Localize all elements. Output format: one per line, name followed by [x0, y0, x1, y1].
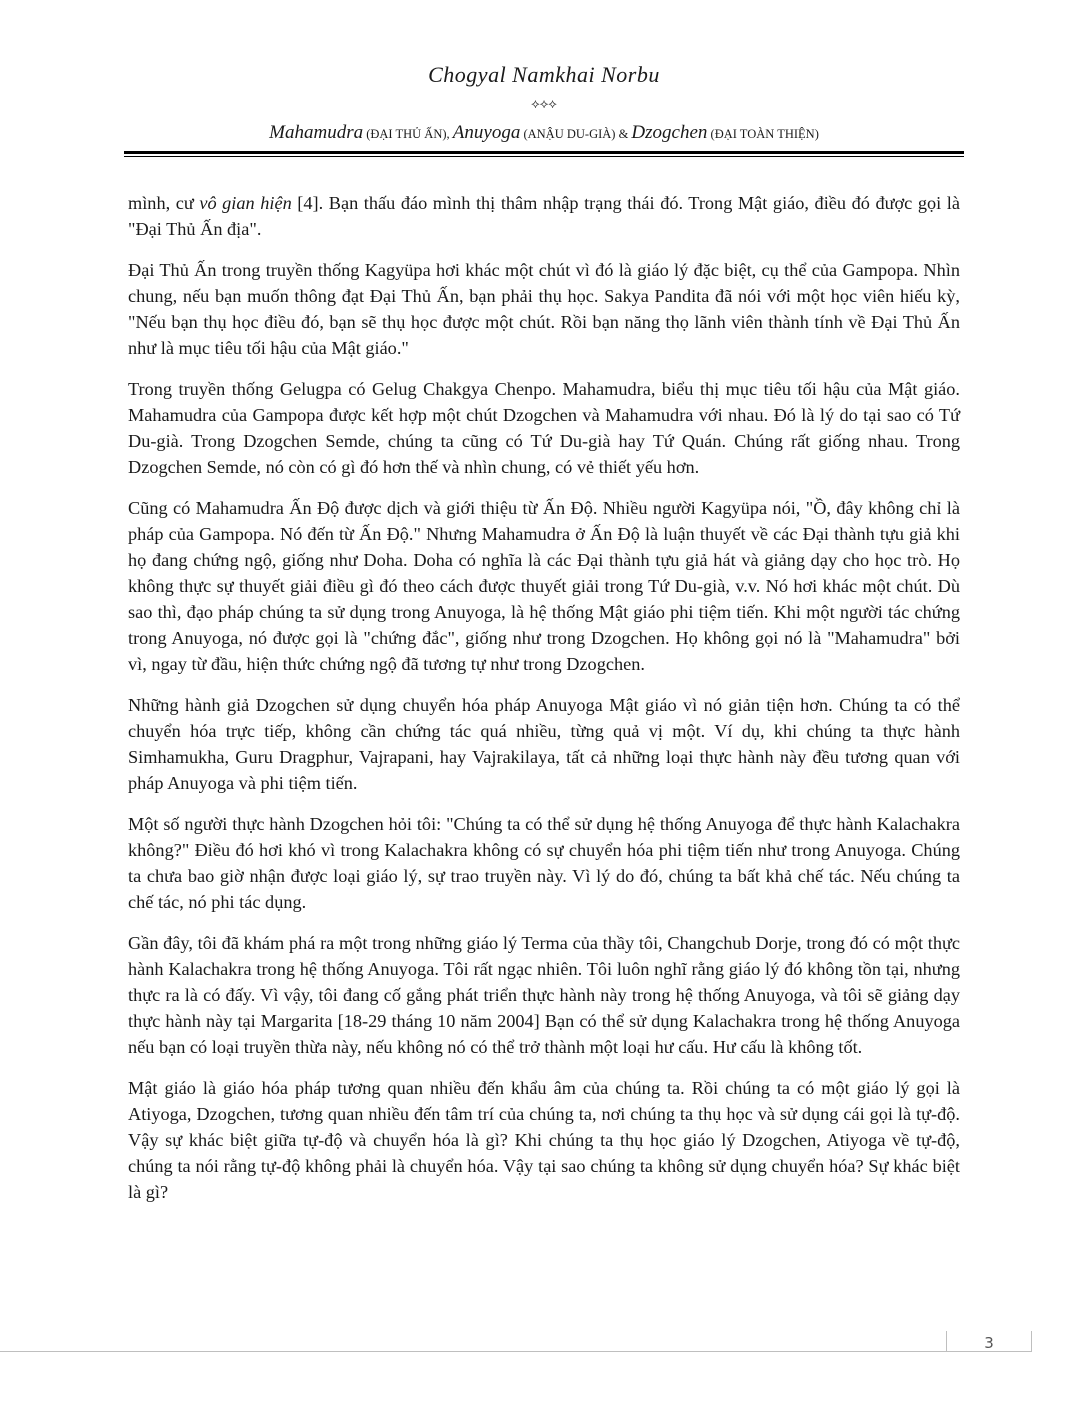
footer-rule: [0, 1351, 946, 1352]
header-subtitle-3: (ĐẠI TOÀN THIỆN): [707, 127, 819, 141]
header-title-anuyoga: Anuyoga: [452, 122, 521, 143]
header-title-mahamudra: Mahamudra: [269, 122, 364, 143]
header-author: Chogyal Namkhai Norbu: [428, 62, 660, 87]
header-subtitle-1: (ĐẠI THỦ ẤN),: [363, 127, 453, 141]
paragraph-7: Gần đây, tôi đã khám phá ra một trong những giáo lý Terma của thầy tôi, Changchub Dorje, trong đó có một thực hành Kalachakra trong hệ thống Anuyoga. Tôi rất ngạc nhiên. Tôi luôn nghĩ rằng giáo lý đó không tồn tại, nhưng thực ra là có đấy. Vì vậy, tôi đang cố gắng phát triển thực hành này trong hệ thống Anuyoga, và tôi sẽ giảng dạy thực hành này tại Margarita [18-29 tháng 10 năm 2004] Bạn có thể sử dụng Kalachakra trong hệ thống Anuyoga nếu bạn có loại truyền thừa này, nếu không nó có thể trở thành một loại hư cấu. Hư cấu là không tốt.: [128, 933, 960, 1057]
header-title: [0, 122, 1088, 144]
paragraph-1-italic: vô gian hiện: [199, 193, 292, 213]
body-text: [128, 190, 960, 1220]
header-subtitle-2: (ANẬU DU-GIÀ) &: [520, 127, 632, 141]
paragraph-6: Một số người thực hành Dzogchen hỏi tôi: "Chúng ta có thể sử dụng hệ thống Anuyoga để thực hành Kalachakra không?" Điều đó hơi khó vì trong Kalachakra không có sự chuyển hóa phi tiệm tiến như trong Anuyoga. Chúng ta chưa bao giờ nhận được loại giáo lý, sự trao truyền này. Vì lý do đó, chúng ta bất khả chế tác. Nếu chúng ta chế tác, nó phi tác dụng.: [128, 814, 960, 912]
paragraph-1: [128, 190, 960, 242]
header-rule-thin: [124, 156, 964, 157]
page-number: 3: [984, 1334, 994, 1352]
paragraph-8: Mật giáo là giáo hóa pháp tương quan nhiều đến khẩu âm của chúng ta. Rồi chúng ta có một giáo lý gọi là Atiyoga, Dzogchen, tương quan nhiều đến tâm trí của chúng ta, nơi chúng ta thụ học và sử dụng cái gọi là tự-độ. Vậy sự khác biệt giữa tự-độ và chuyển hóa là gì? Khi chúng ta thụ học giáo lý Dzogchen, Atiyoga về tự-độ, chúng ta nói rằng tự-độ không phải là chuyển hóa. Vậy tại sao chúng ta không sử dụng chuyển hóa? Sự khác biệt là gì?: [128, 1078, 960, 1202]
header-ornament: ⟡⟡⟡: [531, 96, 557, 111]
paragraph-5: Những hành giả Dzogchen sử dụng chuyển hóa pháp Anuyoga Mật giáo vì nó giản tiện hơn. Chúng ta có thể chuyển hóa trực tiếp, không cần chứng tác quá nhiều, từng quả vị một. Ví dụ, khi chúng ta thực hành Simhamukha, Guru Dragphur, Vajrapani, hay Vajrakilaya, tất cả những loại thực hành này đều tương quan với pháp Anuyoga và phi tiệm tiến.: [128, 695, 960, 793]
paragraph-2: Đại Thủ Ấn trong truyền thống Kagyüpa hơi khác một chút vì đó là giáo lý đặc biệt, cụ thể của Gampopa. Nhìn chung, nếu bạn muốn thông đạt Đại Thủ Ấn, bạn phải thụ học. Sakya Pandita đã nói với một học viên hiếu kỳ, "Nếu bạn thụ học điều đó, bạn sẽ thụ học được một chút. Rồi bạn năng thọ lãnh viên thành tính về Đại Thủ Ấn như là mục tiêu tối hậu của Mật giáo.": [128, 260, 960, 358]
paragraph-1-start: mình, cư: [128, 193, 200, 213]
paragraph-3: Trong truyền thống Gelugpa có Gelug Chakgya Chenpo. Mahamudra, biểu thị mục tiêu tối hậu của Mật giáo. Mahamudra của Gampopa được kết hợp một chút Dzogchen và Mahamudra với nhau. Đó là lý do tại sao có Tứ Du-già. Trong Dzogchen Semde, chúng ta cũng có Tứ Du-già hay Tứ Quán. Chúng rất giống nhau. Trong Dzogchen Semde, nó còn có gì đó hơn thế và nhìn chung, có vẻ thiết yếu hơn.: [128, 379, 960, 477]
paragraph-4: Cũng có Mahamudra Ấn Độ được dịch và giới thiệu từ Ấn Độ. Nhiều người Kagyüpa nói, "Ồ, đây không chỉ là pháp của Gampopa. Nó đến từ Ấn Độ." Nhưng Mahamudra ở Ấn Độ là luận thuyết về các Đại thành tựu giả khi họ đang chứng ngộ, giống như Doha. Doha có nghĩa là các Đại thành tựu giả hát và giảng dạy cho học trò. Họ không thực sự thuyết giải điều gì đó theo cách được thuyết giải trong Tứ Du-già, v.v. Nó hơi khác một chút. Dù sao thì, đạo pháp chúng ta sử dụng trong Anuyoga, là hệ thống Mật giáo phi tiệm tiến. Khi một người tác chứng trong Anuyoga, nó được gọi là "chứng đắc", giống như trong Dzogchen. Họ không gọi nó là "Mahamudra" bởi vì, ngay từ đầu, hiện thức chứng ngộ đã tương tự như trong Dzogchen.: [128, 498, 960, 674]
paragraph-1-end: [4]. Bạn thấu đáo mình thị thâm nhập trạng thái đó. Trong Mật giáo, điều đó được gọi là "Đại Thủ Ấn địa".: [128, 193, 960, 239]
header-rule-thick: [124, 151, 964, 154]
header-title-dzogchen: Dzogchen: [631, 122, 708, 143]
